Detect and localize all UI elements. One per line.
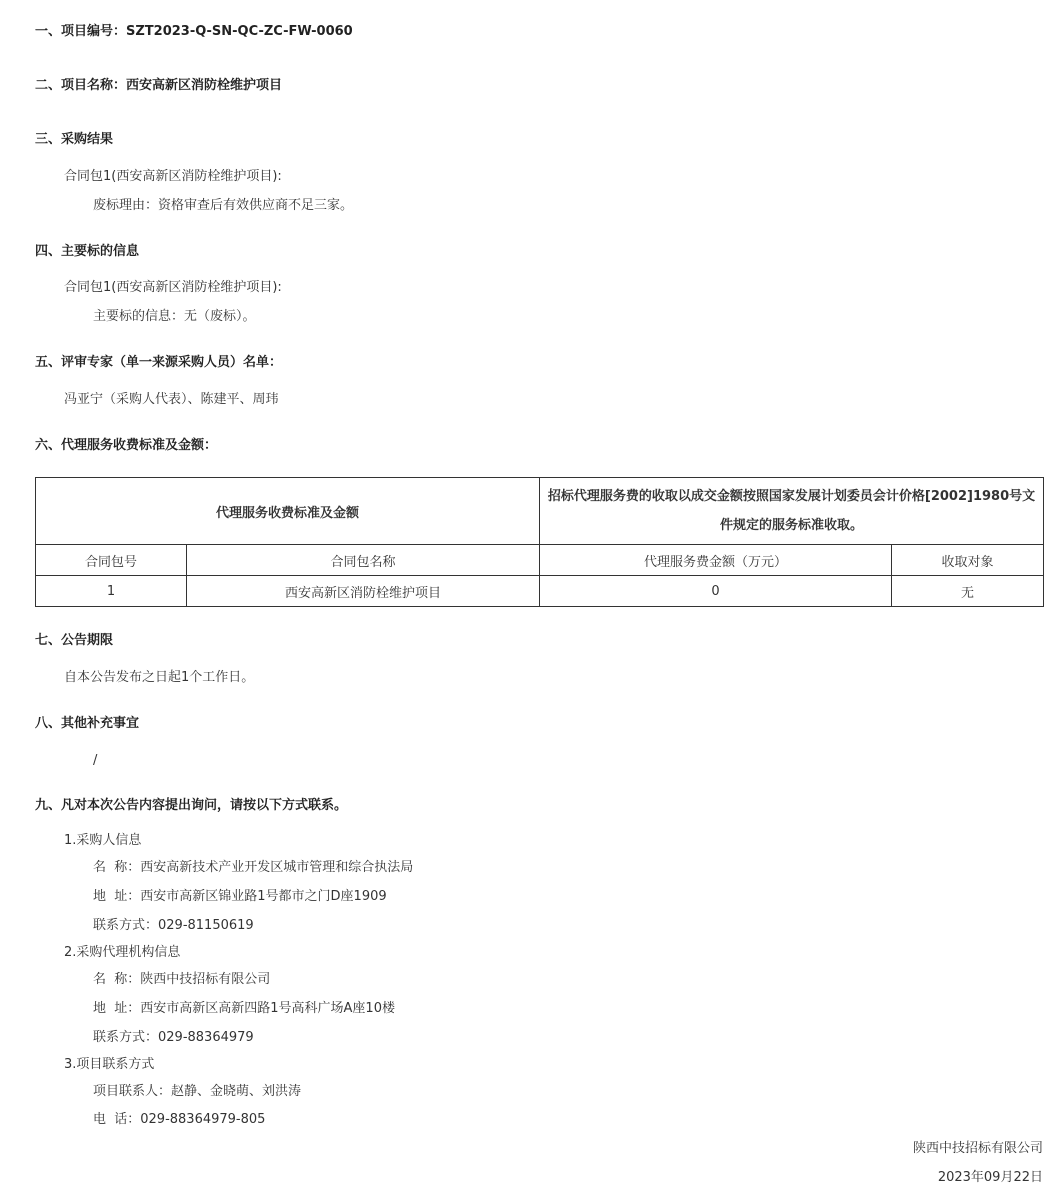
footer-company: 陕西中技招标有限公司 bbox=[912, 1141, 1043, 1156]
announcement-period-text: 自本公告发布之日起1个工作日。 bbox=[64, 670, 255, 685]
section-main-subject: 四、主要标的信息 bbox=[35, 244, 140, 259]
table-row bbox=[36, 576, 1044, 607]
column-header-charge-target: 收取对象 bbox=[892, 545, 1044, 576]
buyer-name: 名 称：西安高新技术产业开发区城市管理和综合执法局 bbox=[93, 860, 414, 875]
buyer-address: 地 址：西安市高新区锦业路1号都市之门D座1909 bbox=[93, 889, 387, 904]
fee-table-header-row bbox=[36, 478, 1044, 545]
section-project-name: 二、项目名称：西安高新区消防栓维护项目 bbox=[35, 78, 283, 93]
section-agency-fee: 六、代理服务收费标准及金额： bbox=[35, 438, 218, 453]
section-announcement-period: 七、公告期限 bbox=[35, 633, 114, 648]
agency-name: 名 称：陕西中技招标有限公司 bbox=[93, 972, 271, 987]
cell-package-name: 西安高新区消防栓维护项目 bbox=[187, 576, 540, 607]
buyer-phone: 联系方式：029-81150619 bbox=[93, 918, 254, 933]
agency-address: 地 址：西安市高新区高新四路1号高科广场A座10楼 bbox=[93, 1001, 395, 1016]
section-procurement-result: 三、采购结果 bbox=[35, 132, 114, 147]
section-other-matters: 八、其他补充事宜 bbox=[35, 716, 140, 731]
column-header-package-number: 合同包号 bbox=[36, 545, 187, 576]
footer-date: 2023年09月22日 bbox=[937, 1170, 1043, 1185]
other-matters-text: / bbox=[93, 753, 98, 768]
main-subject-info: 主要标的信息：无（废标）。 bbox=[93, 309, 256, 324]
fee-table-header-left: 代理服务收费标准及金额 bbox=[36, 478, 540, 545]
column-header-fee-amount: 代理服务费金额（万元） bbox=[540, 545, 892, 576]
agency-info-title: 2.采购代理机构信息 bbox=[64, 945, 181, 960]
agency-phone: 联系方式：029-88364979 bbox=[93, 1030, 254, 1045]
cell-charge-target: 无 bbox=[892, 576, 1044, 607]
result-package-label: 合同包1(西安高新区消防栓维护项目): bbox=[64, 169, 282, 184]
agency-fee-table bbox=[35, 477, 1044, 607]
project-contact-title: 3.项目联系方式 bbox=[64, 1057, 155, 1072]
fee-table-header-right: 招标代理服务费的收取以成交金额按照国家发展计划委员会计价格[2002]1980号文件规定的服务标准收取。 bbox=[540, 478, 1044, 545]
section-contact: 九、凡对本次公告内容提出询问，请按以下方式联系。 bbox=[35, 798, 348, 813]
project-contact-phone: 电 话：029-88364979-805 bbox=[93, 1112, 266, 1127]
section-experts: 五、评审专家（单一来源采购人员）名单： bbox=[35, 355, 283, 370]
buyer-info-title: 1.采购人信息 bbox=[64, 833, 142, 848]
experts-list: 冯亚宁（采购人代表）、陈建平、周玮 bbox=[64, 392, 279, 407]
section-project-number: 一、项目编号：SZT2023-Q-SN-QC-ZC-FW-0060 bbox=[35, 24, 353, 39]
fee-table-column-header-row bbox=[36, 545, 1044, 576]
result-reason: 废标理由：资格审查后有效供应商不足三家。 bbox=[93, 198, 354, 213]
column-header-package-name: 合同包名称 bbox=[187, 545, 540, 576]
cell-package-number: 1 bbox=[36, 576, 187, 607]
project-contact-people: 项目联系人：赵静、金晓萌、刘洪涛 bbox=[93, 1084, 302, 1099]
main-subject-package-label: 合同包1(西安高新区消防栓维护项目): bbox=[64, 280, 282, 295]
cell-fee-amount: 0 bbox=[540, 576, 892, 607]
